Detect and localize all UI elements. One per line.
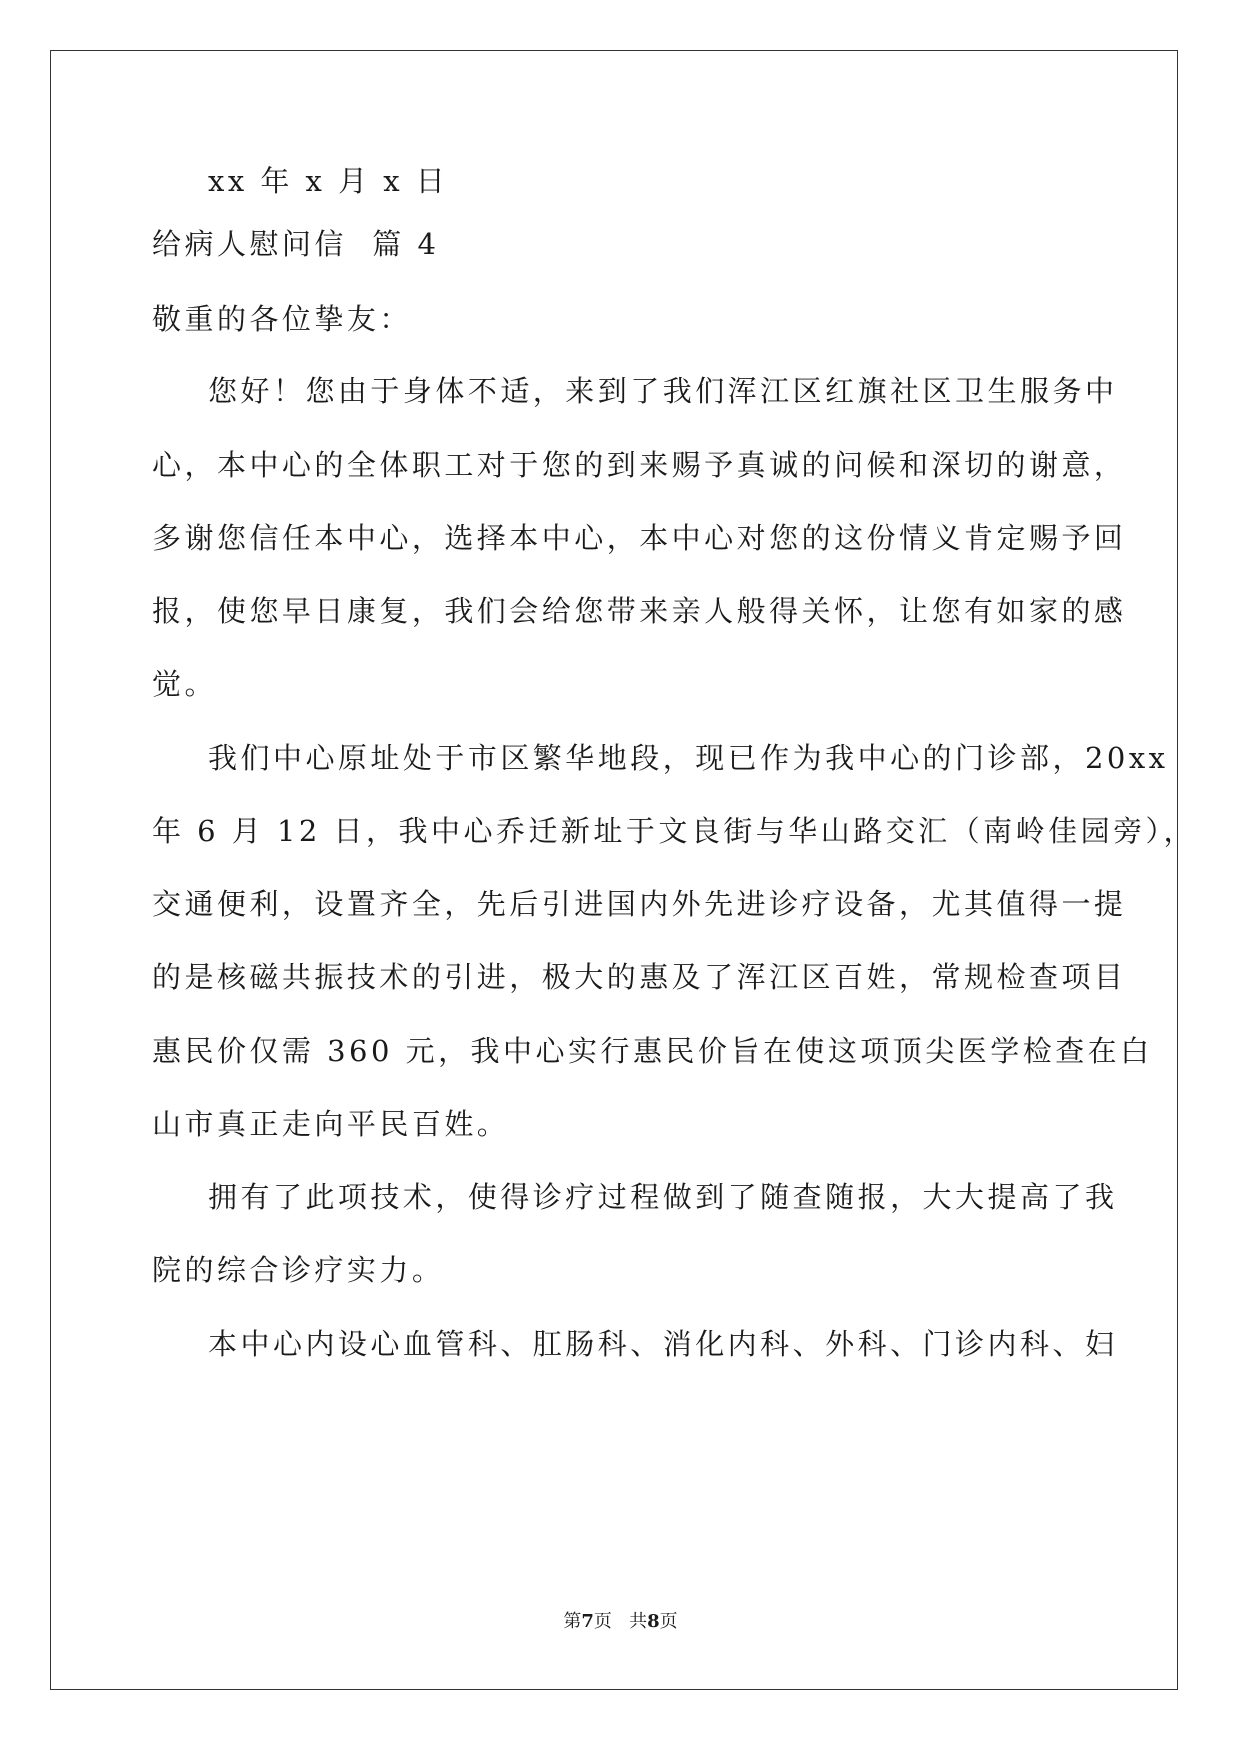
page-footer [0,1612,1241,1632]
salutation: 敬重的各位挚友： [152,302,412,336]
footer-mid: 页 共 [593,1611,648,1632]
paragraph-line: 报，使您早日康复，我们会给您带来亲人般得关怀，让您有如家的感 [152,594,1127,628]
paragraph-line: 拥有了此项技术，使得诊疗过程做到了随查随报，大大提高了我 [208,1180,1118,1214]
paragraph-line: 多谢您信任本中心，选择本中心，本中心对您的这份情义肯定赐予回 [152,521,1127,555]
document-title: 给病人慰问信 篇 4 [152,227,440,261]
page-border [50,50,1178,1690]
paragraph-line: 觉。 [152,667,217,701]
paragraph-line: 院的综合诊疗实力。 [152,1253,445,1287]
paragraph-line: 交通便利，设置齐全，先后引进国内外先进诊疗设备，尤其值得一提 [152,887,1127,921]
footer-prefix: 第 [563,1611,582,1632]
footer-total-pages: 8 [647,1611,660,1632]
paragraph-line: 年 6 月 12 日，我中心乔迁新址于文良街与华山路交汇（南岭佳园旁）， [152,814,1197,848]
paragraph-line: 本中心内设心血管科、肛肠科、消化内科、外科、门诊内科、妇 [208,1327,1118,1361]
footer-page-number: 7 [581,1611,594,1632]
footer-suffix: 页 [659,1611,678,1632]
paragraph-line: 我们中心原址处于市区繁华地段，现已作为我中心的门诊部，20xx [208,741,1169,775]
date-line: xx 年 x 月 x 日 [208,164,449,198]
paragraph-line: 山市真正走向平民百姓。 [152,1107,510,1141]
paragraph-line: 的是核磁共振技术的引进，极大的惠及了浑江区百姓，常规检查项目 [152,960,1127,994]
paragraph-line: 您好！您由于身体不适，来到了我们浑江区红旗社区卫生服务中 [208,374,1118,408]
paragraph-line: 惠民价仅需 360 元，我中心实行惠民价旨在使这项顶尖医学检查在白 [152,1034,1153,1068]
paragraph-line: 心，本中心的全体职工对于您的到来赐予真诚的问候和深切的谢意， [152,448,1127,482]
